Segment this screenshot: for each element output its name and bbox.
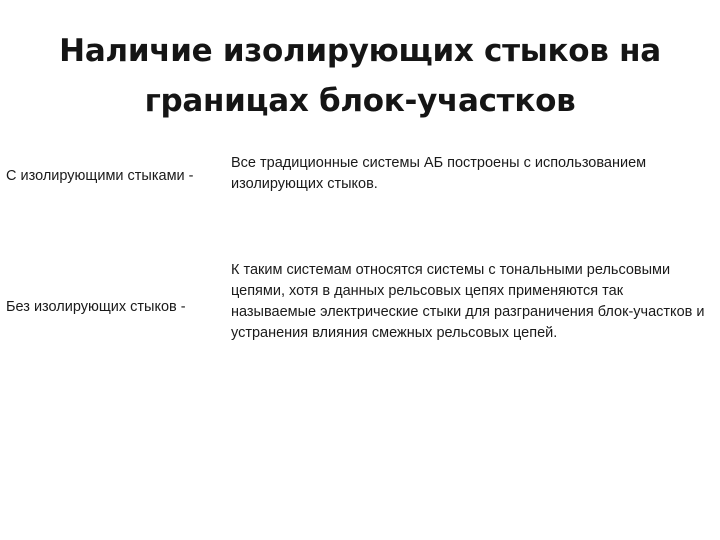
slide-title: Наличие изолирующих стыков на границах блок-участков: [59, 33, 661, 119]
row-description-with-joints: Все традиционные системы АБ построены с использованием изолирующих стыков.: [231, 155, 647, 192]
row-label-with-joints: С изолирующими стыками -: [6, 168, 194, 184]
row-label-without-joints: Без изолирующих стыков -: [6, 299, 186, 315]
row-description-without-joints: К таким системам относятся системы с тональными рельсовыми цепями, хотя в данных рельсовых цепях применяются так называемые электрические стыки для разграничения блок-участков и устранения влияния смежных рельсовых цепей.: [231, 262, 705, 341]
